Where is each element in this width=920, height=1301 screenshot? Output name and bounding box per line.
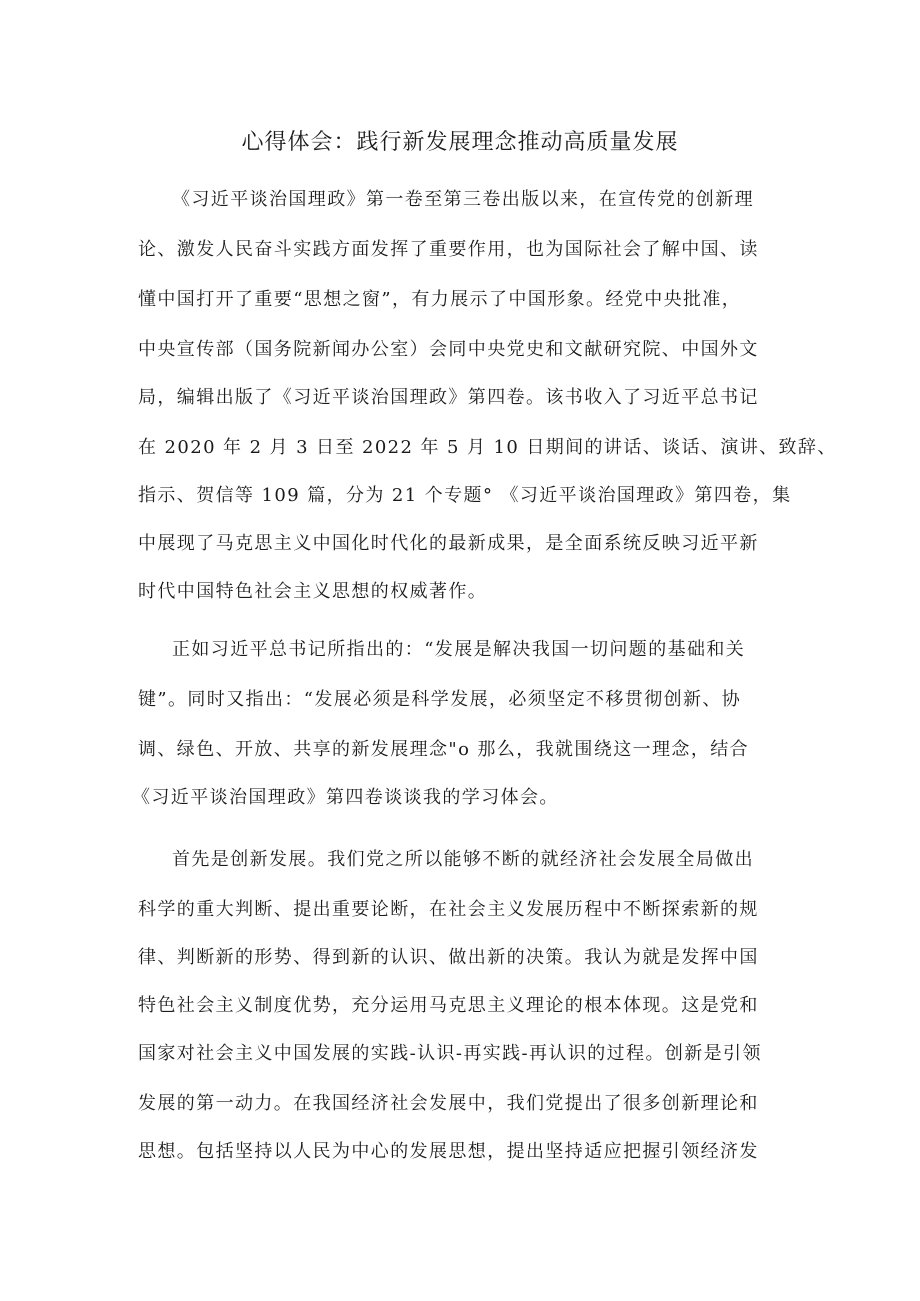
paragraph-line: 中展现了马克思主义中国化时代化的最新成果，是全面系统反映习近平新 (138, 533, 759, 554)
paragraph-line: 律、判断新的形势、得到新的认识、做出新的决策。我认为就是发挥中国 (138, 947, 759, 968)
paragraph-line: 局，编辑出版了《习近平谈治国理政》第四卷。该书收入了习近平总书记 (138, 387, 759, 408)
paragraph-line: 懂中国打开了重要“思想之窗”，有力展示了中国形象。经党中央批准， (138, 289, 742, 310)
paragraph-line: 指示、贺信等 109 篇，分为 21 个专题° 《习近平谈治国理政》第四卷，集 (138, 485, 792, 506)
paragraph-line: 正如习近平总书记所指出的：“发展是解决我国一切问题的基础和关 (172, 639, 746, 660)
paragraph-line: 中央宣传部（国务院新闻办公室）会同中央党史和文献研究院、中国外文 (138, 339, 759, 360)
paragraph-line: 特色社会主义制度优势，充分运用马克思主义理论的根本体现。这是党和 (138, 995, 759, 1016)
paragraph-line: 论、激发人民奋斗实践方面发挥了重要作用，也为国际社会了解中国、读 (138, 239, 759, 260)
paragraph-line: 《习近平谈治国理政》第一卷至第三卷出版以来，在宣传党的创新理 (172, 189, 754, 210)
paragraph-line: 国家对社会主义中国发展的实践-认识-再实践-再认识的过程。创新是引领 (138, 1043, 762, 1064)
paragraph-line: 科学的重大判断、提出重要论断，在社会主义发展历程中不断探索新的规 (138, 899, 759, 920)
paragraph-line: 调、绿色、开放、共享的新发展理念"o 那么，我就围绕这一理念，结合 (138, 739, 750, 760)
paragraph-line: 时代中国特色社会主义思想的权威著作。 (138, 581, 488, 602)
document-title: 心得体会：践行新发展理念推动高质量发展 (241, 130, 679, 155)
paragraph-line: 键”。同时又指出：“发展必须是科学发展，必须坚定不移贯彻创新、协 (138, 689, 742, 710)
paragraph-line: 发展的第一动力。在我国经济社会发展中，我们党提出了很多创新理论和 (138, 1093, 759, 1114)
paragraph-line: 《习近平谈治国理政》第四卷谈谈我的学习体会。 (132, 787, 559, 808)
paragraph-line: 在 2020 年 2 月 3 日至 2022 年 5 月 10 日期间的讲话、谈话、演讲、致辞、 (138, 437, 837, 458)
paragraph-line: 思想。包括坚持以人民为中心的发展思想，提出坚持适应把握引领经济发 (138, 1141, 759, 1162)
paragraph-line: 首先是创新发展。我们党之所以能够不断的就经济社会发展全局做出 (172, 849, 754, 870)
